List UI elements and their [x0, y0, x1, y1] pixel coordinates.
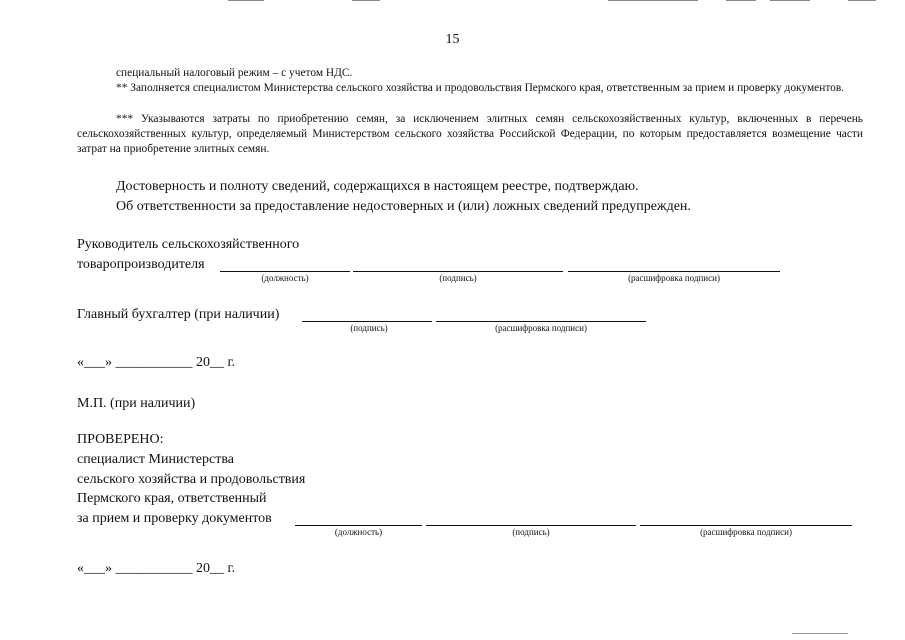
stamp-label: М.П. (при наличии) — [77, 396, 196, 411]
note-3 — [77, 112, 863, 157]
head-position-line[interactable] — [220, 271, 350, 272]
head-caption-position: (должность) — [261, 273, 309, 283]
head-caption-decoding: (расшифровка подписи) — [628, 273, 720, 283]
confirmation-line-1: Достоверность и полноту сведений, содержащихся в настоящем реестре, подтверждаю. — [116, 179, 639, 194]
head-signature-line[interactable] — [353, 271, 563, 272]
head-label-line-2: товаропроизводителя — [77, 257, 205, 272]
page-number: 15 — [445, 32, 460, 47]
top-edge-rule — [770, 0, 810, 1]
note-3-text: *** Указываются затраты по приобретению семян, за исключением элитных семян сельскохозяйственных культур, включенных в перечень сельскохозяйственных культур, определяемый Министерством сельского хозяйства Российской Федерации, по которым предоставляется возмещение части затрат на приобретение элитных семян. — [77, 113, 863, 155]
top-edge-rule — [608, 0, 698, 1]
checked-line-4: за прием и проверку документов — [77, 511, 272, 526]
checked-decoding-line[interactable] — [640, 525, 852, 526]
bottom-edge-rule — [792, 633, 848, 634]
checked-line-3: Пермского края, ответственный — [77, 491, 267, 506]
confirmation-line-2: Об ответственности за предоставление недостоверных и (или) ложных сведений предупрежден. — [116, 199, 691, 214]
checked-position-line[interactable] — [295, 525, 422, 526]
accountant-caption-decoding: (расшифровка подписи) — [495, 323, 587, 333]
accountant-label: Главный бухгалтер (при наличии) — [77, 307, 280, 322]
top-edge-rule — [848, 0, 876, 1]
top-edge-rule — [228, 0, 264, 1]
checked-title: ПРОВЕРЕНО: — [77, 432, 164, 447]
accountant-decoding-line[interactable] — [436, 321, 646, 322]
top-edge-rule — [726, 0, 756, 1]
top-edge-rule — [352, 0, 380, 1]
checked-signature-line[interactable] — [426, 525, 636, 526]
checked-caption-decoding: (расшифровка подписи) — [700, 527, 792, 537]
head-caption-signature: (подпись) — [439, 273, 477, 283]
date-line-2: «___» ___________ 20__ г. — [77, 561, 236, 576]
accountant-signature-line[interactable] — [302, 321, 432, 322]
checked-line-2: сельского хозяйства и продовольствия — [77, 472, 306, 487]
note-line-1: специальный налоговый режим – с учетом НДС. — [116, 67, 353, 79]
note-2-text: ** Заполняется специалистом Министерства сельского хозяйства и продовольствия Пермского края, ответственным за прием и проверку документов. — [116, 82, 845, 94]
head-decoding-line[interactable] — [568, 271, 780, 272]
date-line-1: «___» ___________ 20__ г. — [77, 355, 236, 370]
checked-caption-signature: (подпись) — [512, 527, 550, 537]
checked-caption-position: (должность) — [334, 527, 383, 537]
accountant-caption-signature: (подпись) — [350, 323, 388, 333]
head-label-line-1: Руководитель сельскохозяйственного — [77, 237, 300, 252]
note-2 — [77, 81, 863, 96]
checked-line-1: специалист Министерства — [77, 452, 234, 467]
